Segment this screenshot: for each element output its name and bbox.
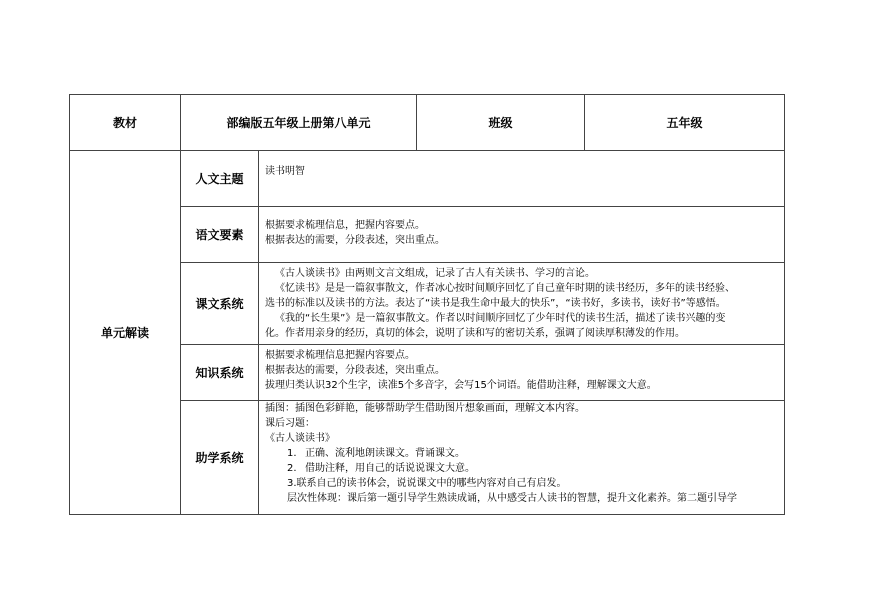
- aids-exercise-text: 借助注释，用自己的话说说课文大意。: [305, 463, 475, 474]
- elements-line: 根据表达的需要，分段表述，突出重点。: [265, 235, 445, 246]
- row-content-theme: [259, 151, 785, 207]
- header-class-value: 五年级: [585, 95, 785, 151]
- aids-exercise-item: [265, 446, 778, 461]
- aids-exercises-heading: 课后习题：: [265, 418, 315, 429]
- header-row: [70, 95, 785, 151]
- unit-table: [69, 94, 785, 515]
- row-theme: [70, 151, 785, 207]
- texts-line: 《忆读书》是是一篇叙事散文，作者冰心按时间顺序回忆了自己童年时期的读书经历，多年的读书经验、: [275, 283, 735, 294]
- row-content-texts: [259, 263, 785, 345]
- row-label-theme: 人文主题: [181, 151, 259, 207]
- knowledge-line: 根据表达的需要，分段表述，突出重点。: [265, 365, 445, 376]
- aids-illustration-line: 插图：插图色彩鲜艳，能够帮助学生借助图片想象画面，理解文本内容。: [265, 403, 585, 414]
- aids-content-clip: [265, 401, 778, 514]
- row-label-knowledge: 知识系统: [181, 345, 259, 401]
- row-content-knowledge: [259, 345, 785, 401]
- texts-line: 化。作者用亲身的经历，真切的体会，说明了读和写的密切关系，强调了阅读厚积薄发的作用。: [265, 328, 685, 339]
- aids-hierarchy-line: 层次性体现：课后第一题引导学生熟读成诵，从中感受古人读书的智慧，提升文化素养。第二题引导学: [287, 493, 737, 504]
- aids-lesson-title: 《古人谈读书》: [265, 433, 335, 444]
- texts-line: 选书的标准以及读书的方法。表达了“读书是我生命中最大的快乐”，“读书好，多读书，读好书”等感悟。: [265, 298, 726, 309]
- row-label-texts: 课文系统: [181, 263, 259, 345]
- row-label-aids: 助学系统: [181, 401, 259, 515]
- header-class-label: 班级: [417, 95, 585, 151]
- theme-line: 读书明智: [265, 166, 305, 177]
- row-content-aids: [259, 401, 785, 515]
- aids-exercise-text: 正确、流利地朗读课文。背诵课文。: [305, 448, 465, 459]
- section-label: 单元解读: [70, 151, 181, 515]
- texts-line: 《古人谈读书》由两则文言文组成，记录了古人有关读书、学习的言论。: [275, 268, 595, 279]
- row-label-elements: 语文要素: [181, 207, 259, 263]
- knowledge-line: 拔理归类认识32个生字，读准5个多音字，会写15个词语。能借助注释，理解课文大意。: [265, 380, 657, 391]
- aids-exercise-item: 3.联系自己的读书体会，说说课文中的哪些内容对自己有启发。: [287, 478, 567, 489]
- header-textbook-value: 部编版五年级上册第八单元: [181, 95, 417, 151]
- aids-exercise-number: 1.: [287, 448, 297, 459]
- aids-exercise-item: [265, 461, 778, 476]
- header-textbook-label: 教材: [70, 95, 181, 151]
- elements-line: 根据要求梳理信息，把握内容要点。: [265, 220, 425, 231]
- aids-exercise-number: 2.: [287, 463, 297, 474]
- knowledge-line: 根据要求梳理信息把握内容要点。: [265, 350, 415, 361]
- texts-line: 《我的“长生果”》是一篇叙事散文。作者以时间顺序回忆了少年时代的读书生活，描述了读书兴趣的变: [275, 313, 726, 324]
- row-content-elements: [259, 207, 785, 263]
